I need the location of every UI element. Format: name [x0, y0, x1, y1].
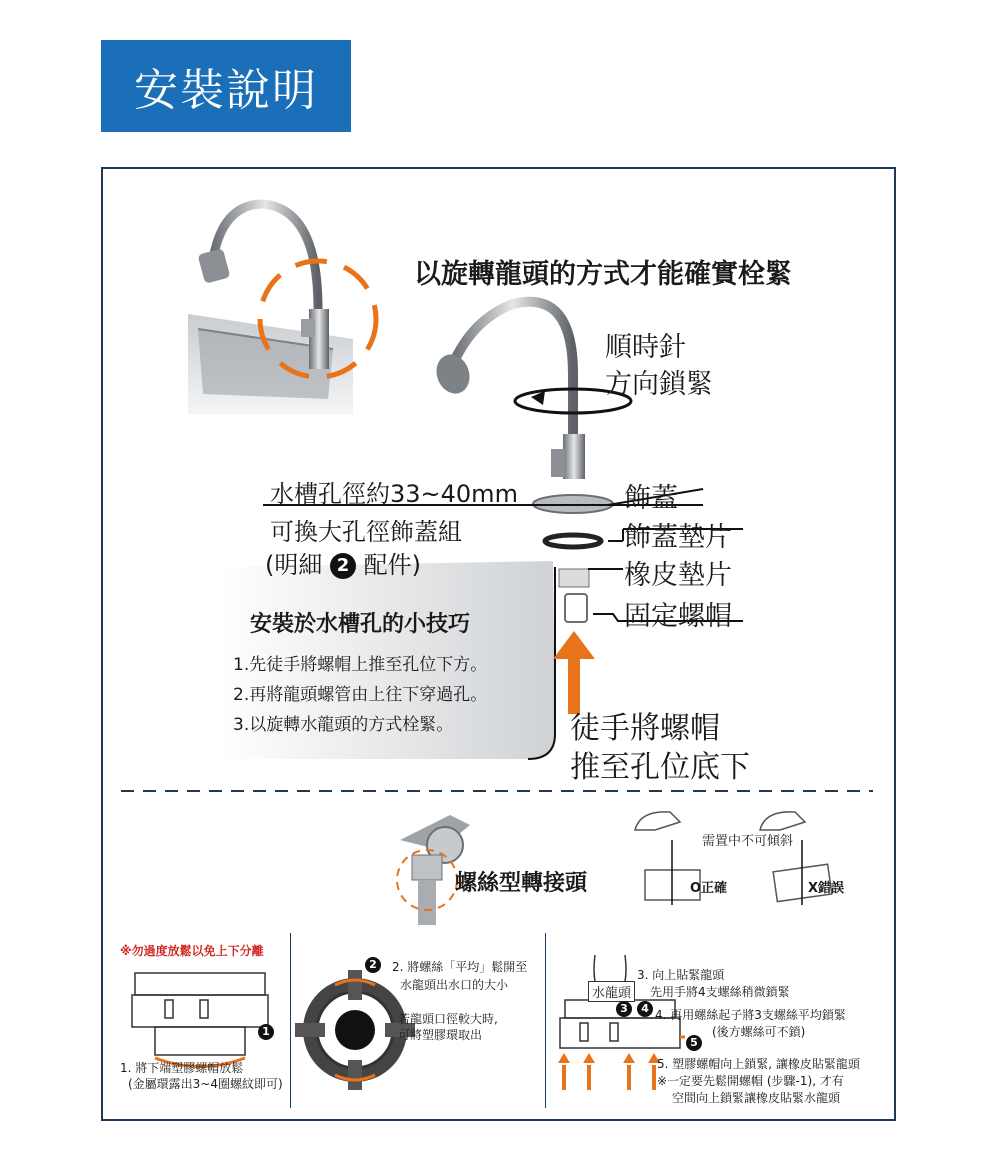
- faucet-label: 水龍頭: [588, 981, 635, 1002]
- wrong-label: X錯誤: [808, 881, 845, 896]
- tip-item-2: 2.再將龍頭螺管由上往下穿過孔。: [233, 685, 488, 705]
- detail-suffix: 配件): [363, 551, 422, 579]
- step2-note1: 若龍頭口徑較大時,: [398, 1012, 498, 1026]
- adapter-illustration: [380, 800, 860, 930]
- step5-line3: 空間向上鎖緊讓橡皮貼緊水龍頭: [672, 1091, 841, 1105]
- hole-size-label: 水槽孔徑約33~40mm: [270, 480, 518, 508]
- step2-line2: 水龍頭出水口的大小: [400, 978, 509, 992]
- detail-number-badge: 2: [330, 553, 356, 579]
- step2-badge: 2: [365, 957, 381, 973]
- step3-badge: 3: [616, 1001, 632, 1017]
- loosen-warning: ※勿過度放鬆以免上下分離: [120, 944, 264, 958]
- rotate-label-2: 方向鎖緊: [605, 369, 713, 400]
- step1-badge: 1: [258, 1024, 274, 1040]
- cover-kit-label: 可換大孔徑飾蓋組: [270, 518, 462, 546]
- push-up-arrow-icon: [553, 631, 595, 714]
- install-headline: 以旋轉龍頭的方式才能確實栓緊: [414, 259, 792, 290]
- step2-line1: 2. 將螺絲「平均」鬆開至: [392, 960, 528, 974]
- step1-line2: (金屬環露出3~4圈螺紋即可): [128, 1077, 283, 1091]
- step5-up-arrows: [558, 1053, 660, 1090]
- step4-badge: 4: [637, 1001, 653, 1017]
- part-label-fixing-nut: 固定螺帽: [624, 601, 732, 632]
- push-label-1: 徒手將螺帽: [570, 711, 720, 746]
- tips-title: 安裝於水槽孔的小技巧: [250, 612, 471, 637]
- step3-line2: 先用手將4支螺絲稍微鎖緊: [650, 985, 790, 999]
- step2-adapter: [295, 970, 415, 1090]
- detail-prefix: (明細: [265, 551, 323, 579]
- step5-line2: ※一定要先鬆開螺帽 (步驟-1), 才有: [657, 1074, 844, 1088]
- tip-item-3: 3.以旋轉水龍頭的方式栓緊。: [233, 715, 454, 735]
- page-title: 安裝說明: [101, 40, 351, 132]
- rotate-label-1: 順時針: [605, 332, 686, 363]
- correct-label: O正確: [690, 881, 728, 896]
- step1-nut: [132, 973, 268, 1067]
- step2-note2: 可將塑膠環取出: [398, 1028, 483, 1042]
- step5-line1: 5. 塑膠螺帽向上鎖緊, 讓橡皮貼緊龍頭: [657, 1057, 860, 1071]
- part-label-cover: 飾蓋: [624, 483, 678, 514]
- step5-badge: 5: [686, 1035, 702, 1051]
- part-label-rubber-washer: 橡皮墊片: [624, 560, 732, 591]
- tilt-warning: 需置中不可傾斜: [702, 834, 794, 849]
- tilt-diagram: [635, 812, 832, 905]
- step4-line1: 4. 再用螺絲起子將3支螺絲平均鎖緊: [655, 1008, 846, 1022]
- step3-line1: 3. 向上貼緊龍頭: [637, 968, 725, 982]
- push-label-2: 推至孔位底下: [570, 750, 750, 785]
- tip-item-1: 1.先徒手將螺帽上推至孔位下方。: [233, 655, 488, 675]
- detail-note: [265, 545, 421, 580]
- step1-line1: 1. 將下端塑膠螺帽放鬆: [120, 1061, 244, 1075]
- part-label-cover-washer: 飾蓋墊片: [624, 522, 732, 553]
- step4-line2: (後方螺絲可不鎖): [712, 1025, 806, 1039]
- adapter-label: 螺絲型轉接頭: [455, 871, 588, 896]
